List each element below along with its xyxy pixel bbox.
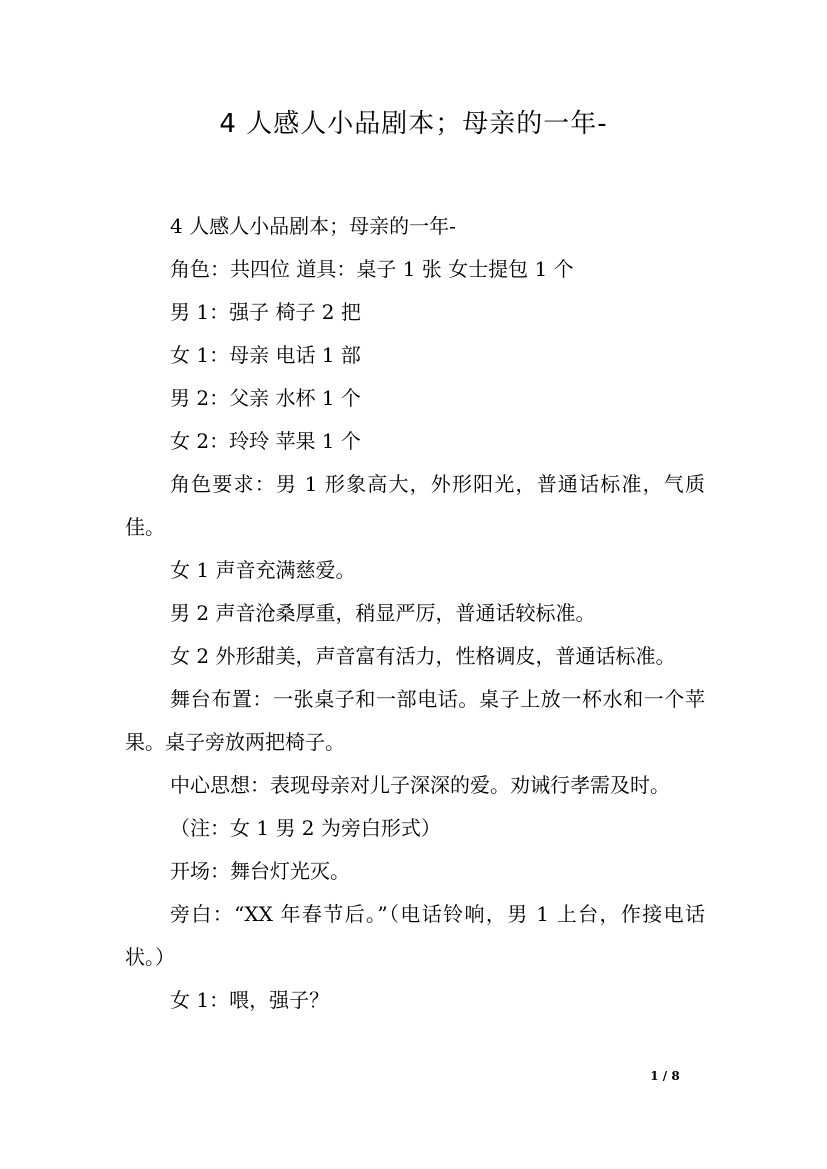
- document-body: [125, 205, 705, 1022]
- paragraph-requirements-male-1: 角色要求：男 1 形象高大，外形阳光，普通话标准，气质佳。: [125, 472, 705, 539]
- paragraph-role-male-2: 男 2：父亲 水杯 1 个: [170, 386, 361, 410]
- page-number: 1 / 8: [650, 1069, 680, 1083]
- paragraph-role-male-1: 男 1：强子 椅子 2 把: [170, 300, 361, 324]
- paragraph-stage-setup: 舞台布置：一张桌子和一部电话。桌子上放一杯水和一个苹果。桌子旁放两把椅子。: [125, 687, 705, 754]
- paragraph-role-female-2: 女 2：玲玲 苹果 1 个: [170, 429, 361, 453]
- paragraph-heading-repeat: 4 人感人小品剧本；母亲的一年-: [170, 214, 456, 238]
- paragraph-dialogue: 女 1：喂，强子？: [170, 988, 330, 1012]
- paragraph-central-idea: 中心思想：表现母亲对儿子深深的爱。劝诫行孝需及时。: [170, 773, 670, 797]
- paragraph-opening: 开场：舞台灯光灭。: [170, 859, 350, 883]
- paragraph-requirements-male-2: 男 2 声音沧桑厚重，稍显严厉，普通话较标准。: [170, 601, 596, 625]
- paragraph-requirements-female-2: 女 2 外形甜美，声音富有活力，性格调皮，普通话标准。: [170, 644, 676, 668]
- paragraph-roles-props: 角色：共四位 道具：桌子 1 张 女士提包 1 个: [170, 257, 574, 281]
- paragraph-requirements-female-1: 女 1 声音充满慈爱。: [170, 558, 356, 582]
- paragraph-note: （注：女 1 男 2 为旁白形式）: [170, 816, 441, 840]
- paragraph-role-female-1: 女 1：母亲 电话 1 部: [170, 343, 361, 367]
- page-title: 4 人感人小品剧本；母亲的一年-: [219, 109, 608, 139]
- paragraph-narration: 旁白：“XX 年春节后。”（电话铃响，男 1 上台，作接电话状。）: [125, 902, 705, 969]
